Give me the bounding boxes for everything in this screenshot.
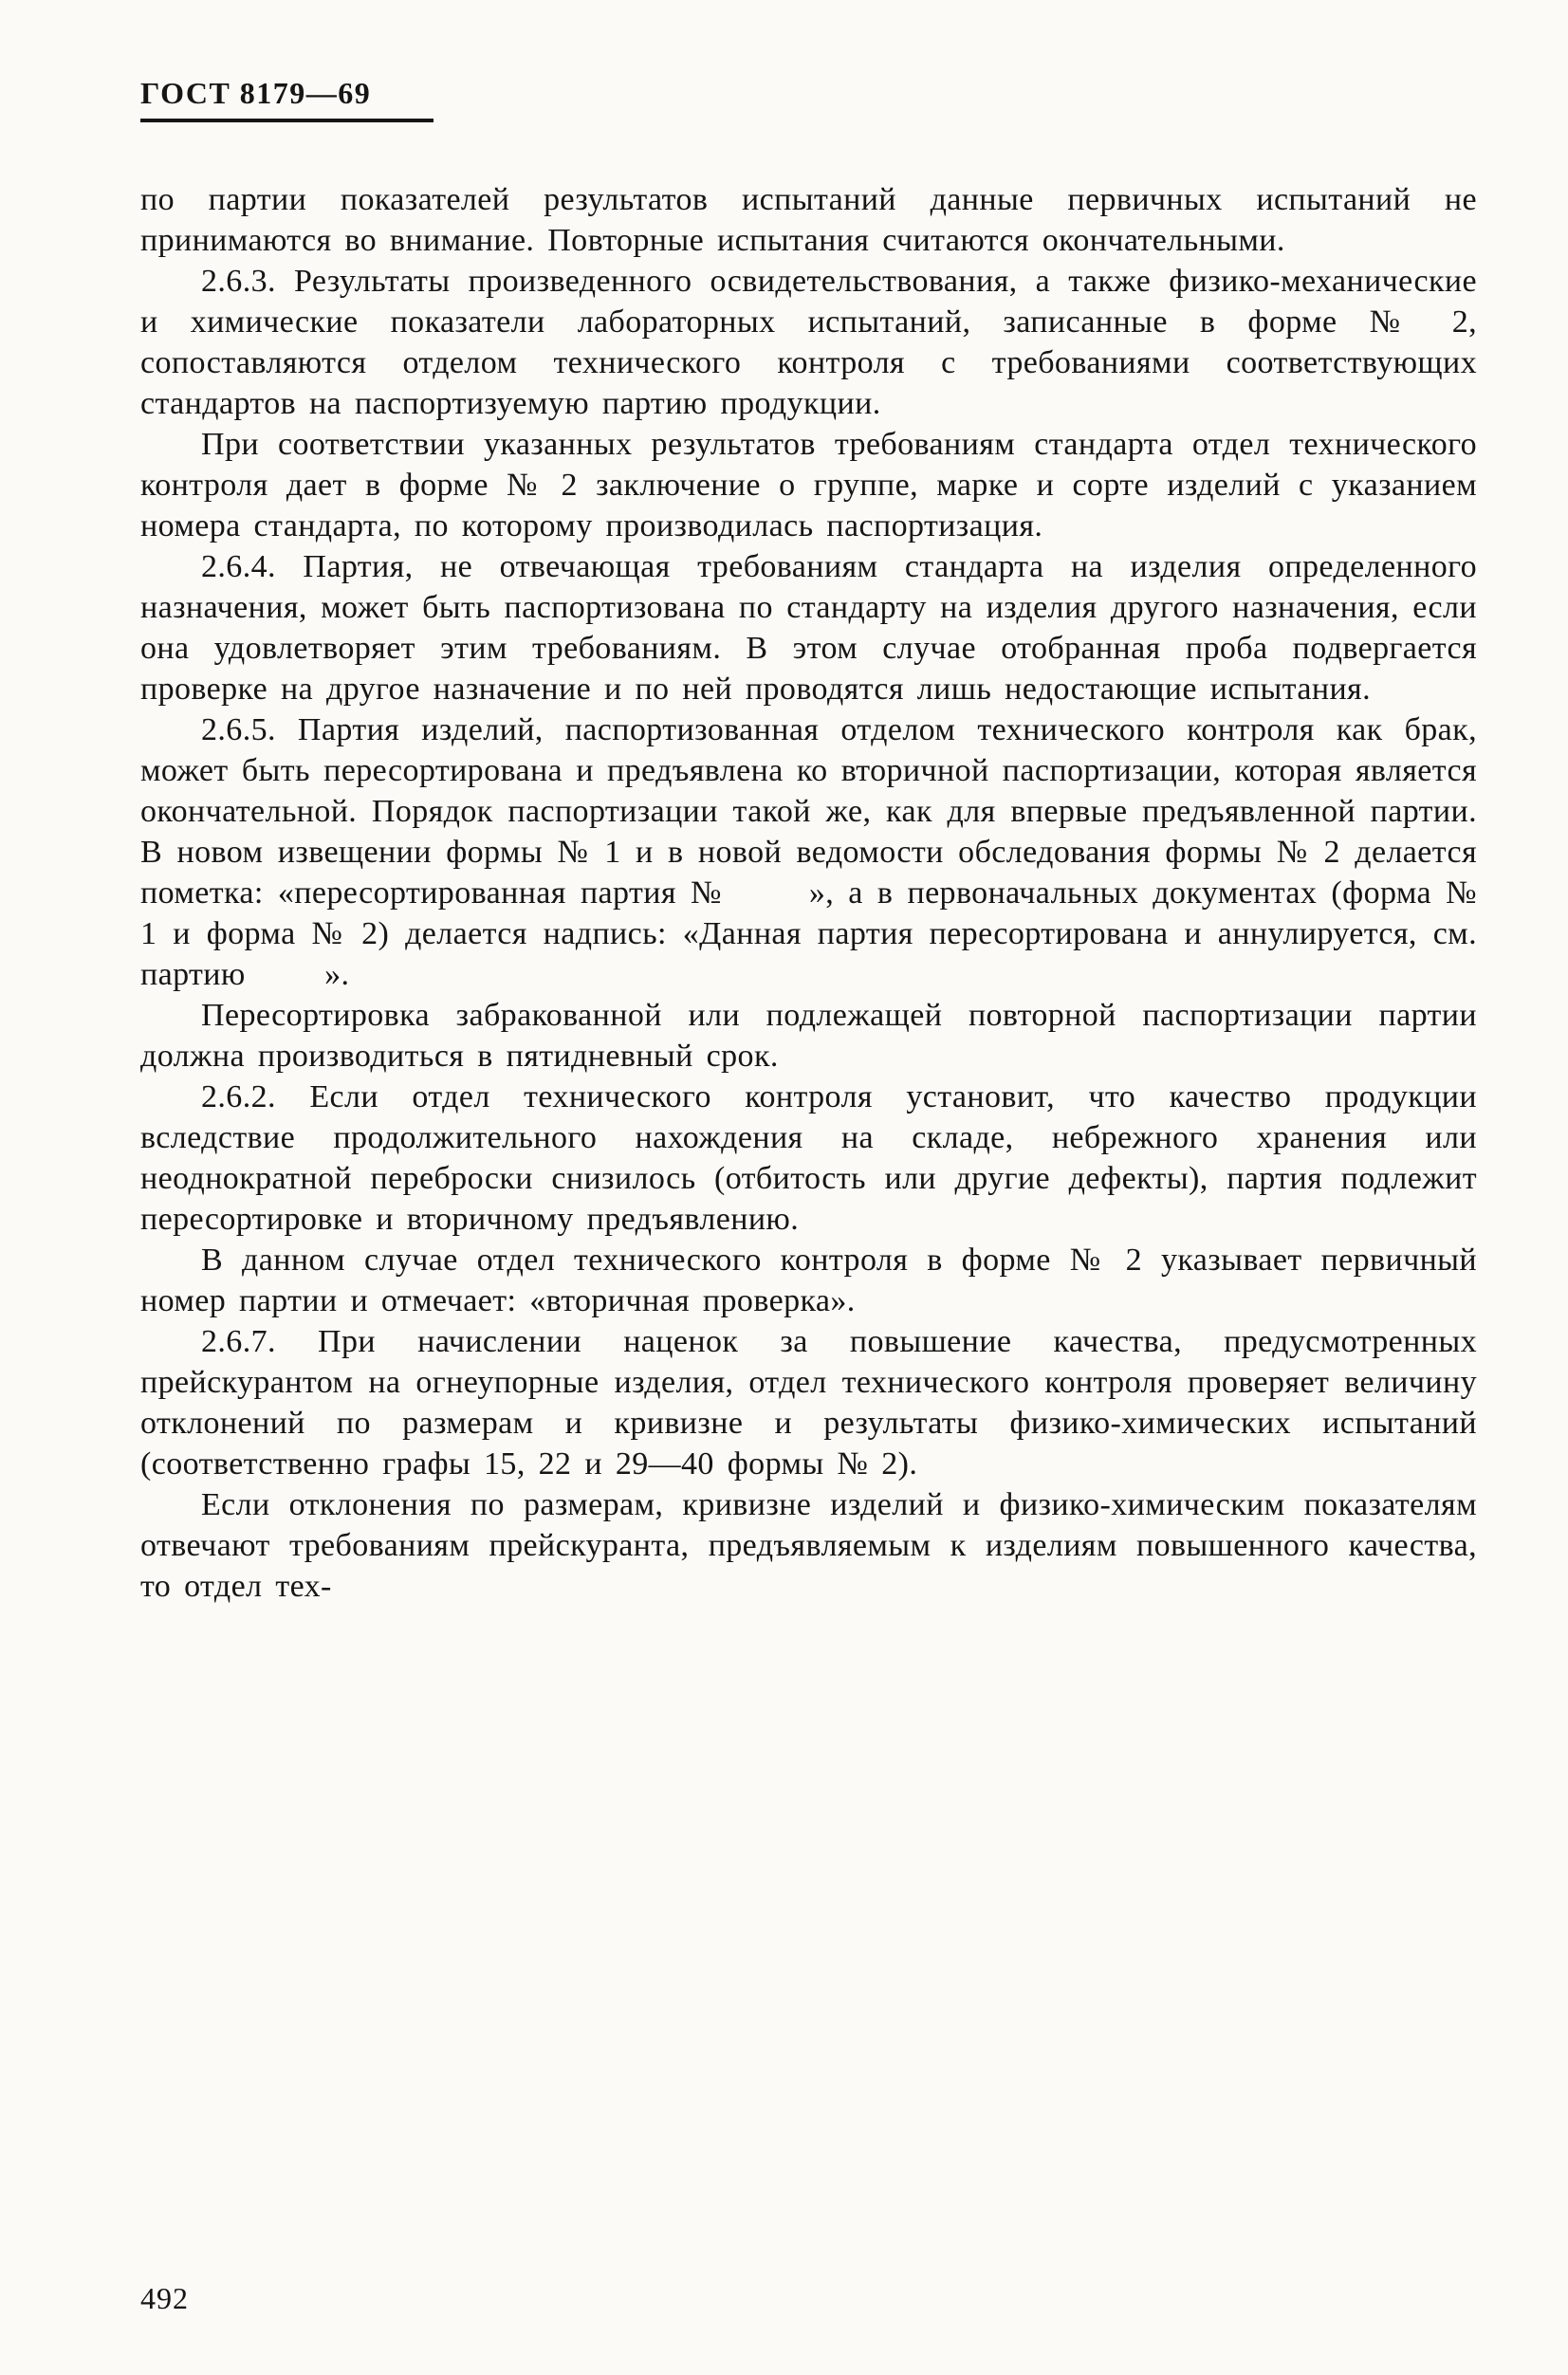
paragraph: В данном случае отдел технического контроля в форме № 2 указывает первичный номер партии и отмечает: «вторичная проверка». xyxy=(140,1243,1477,1318)
document-body xyxy=(140,179,1477,1607)
page-number: 492 xyxy=(140,2281,189,2315)
paragraph: Если отклонения по размерам, кривизне изделий и физико-химическим показателям отвечают требованиям прейскуранта, предъявляемым к изделиям повышенного качества, то отдел тех- xyxy=(140,1487,1477,1604)
paragraph-2-6-7: 2.6.7. При начислении наценок за повышение качества, предусмотренных прейскурантом на огнеупорные изделия, отдел технического контроля проверяет величину отклонений по размерам и кривизне и результаты физико-химических испытаний (соответственно графы 15, 22 и 29—40 формы № 2). xyxy=(140,1324,1477,1482)
page-header xyxy=(140,76,1477,122)
paragraph: Пересортировка забракованной или подлежащей повторной паспортизации партии должна производиться в пятидневный срок. xyxy=(140,998,1477,1074)
paragraph-2-6-4: 2.6.4. Партия, не отвечающая требованиям стандарта на изделия определенного назначения, может быть паспортизована по стандарту на изделия другого назначения, если она удовлетворяет этим требованиям. В этом случае отобранная проба подвергается проверке на другое назначение и по ней проводятся лишь недостающие испытания. xyxy=(140,549,1477,707)
standard-number: ГОСТ 8179—69 xyxy=(140,76,434,122)
paragraph: При соответствии указанных результатов требованиям стандарта отдел технического контроля дает в форме № 2 заключение о группе, марке и сорте изделий с указанием номера стандарта, по которому производилась паспортизация. xyxy=(140,427,1477,543)
paragraph-2-6-3: 2.6.3. Результаты произведенного освидетельствования, а также физико-механические и химические показатели лабораторных испытаний, записанные в форме № 2, сопоставляются отделом технического контроля с требованиями соответствующих стандартов на паспортизуемую партию продукции. xyxy=(140,264,1477,421)
paragraph-2-6-5: 2.6.5. Партия изделий, паспортизованная отделом технического контроля как брак, может быть пересортирована и предъявлена ко вторичной паспортизации, которая является окончательной. Порядок паспортизации такой же, как для впервые предъявленной партии. В новом извещении формы № 1 и в новой ведомости обследования формы № 2 делается пометка: «пересортированная партия № », а в первоначальных документах (форма № 1 и форма № 2) делается надпись: «Данная партия пересортирована и аннулируется, см. партию ». xyxy=(140,712,1477,992)
paragraph-continuation: по партии показателей результатов испытаний данные первичных испытаний не принимаются во внимание. Повторные испытания считаются окончательными. xyxy=(140,182,1477,258)
paragraph-2-6-2: 2.6.2. Если отдел технического контроля установит, что качество продукции вследствие продолжительного нахождения на складе, небрежного хранения или неоднократной переброски снизилось (отбитость или другие дефекты), партия подлежит пересортировке и вторичному предъявлению. xyxy=(140,1079,1477,1237)
